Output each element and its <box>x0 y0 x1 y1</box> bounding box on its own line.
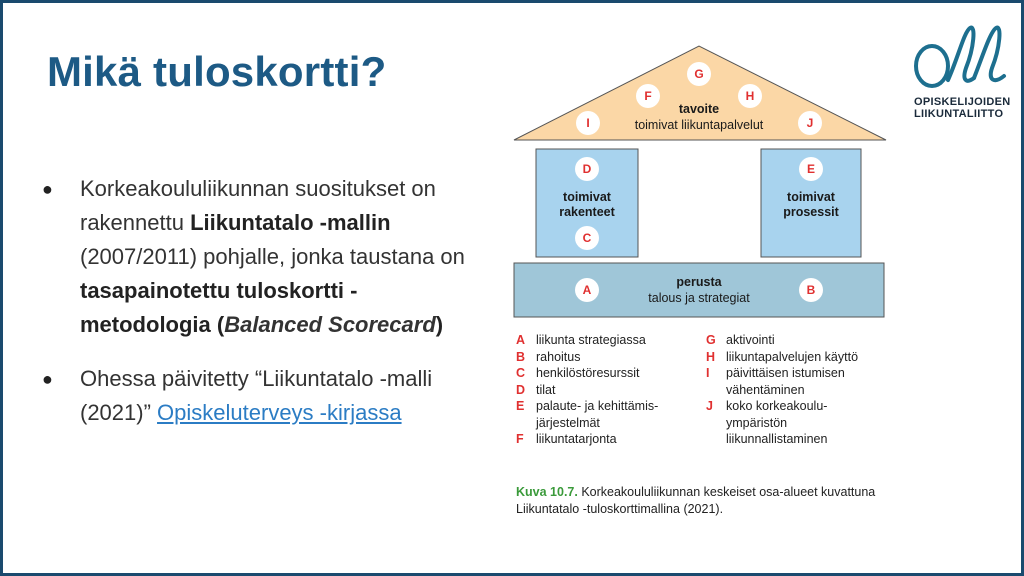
letter-h-marker: H <box>738 84 762 108</box>
bullet-item-2 <box>42 362 482 430</box>
legend-row <box>516 382 706 399</box>
legend-text: liikunta strategiassa <box>536 333 646 347</box>
slide-title: Mikä tuloskortti? <box>47 48 387 95</box>
legend-text: tilat <box>536 382 556 397</box>
bullet-text: Korkeakoululiikunnan suositukset on rakennettu <box>80 176 436 235</box>
legend-key <box>706 415 726 432</box>
letter-f-marker: F <box>636 84 660 108</box>
opiskeluterveys-link[interactable]: Opiskeluterveys -kirjassa <box>157 400 402 425</box>
legend-text: liikuntapalvelujen käyttö <box>726 349 859 364</box>
legend-row <box>706 398 896 415</box>
legend-row <box>706 365 896 382</box>
liikuntatalo-diagram <box>512 44 888 320</box>
legend-text: ympäristön <box>726 415 788 430</box>
legend-text: aktivointi <box>726 333 775 347</box>
letter-i-marker: I <box>576 111 600 135</box>
bullet-bold-text: ) <box>435 312 444 337</box>
caption-text: Korkeakoululiikunnan keskeiset osa-alueet kuvattuna Liikuntatalo -tuloskorttimallina (2021). <box>516 485 876 516</box>
figure-caption <box>516 484 876 518</box>
letter-g-marker: G <box>687 62 711 86</box>
legend-right-column <box>706 332 896 448</box>
legend-key: C <box>516 366 526 380</box>
base-subtitle: talous ja strategiat <box>648 291 750 305</box>
legend-row <box>516 332 706 349</box>
legend-text: rahoitus <box>536 349 581 364</box>
legend-key <box>706 431 726 448</box>
legend-key <box>516 415 536 432</box>
legend-row <box>706 349 896 366</box>
legend-key: F <box>516 432 524 446</box>
legend-key: H <box>706 349 716 364</box>
legend-text: liikunnallistaminen <box>726 432 828 446</box>
letter-c-marker: C <box>575 226 599 250</box>
legend-row <box>516 431 706 448</box>
legend-text: päivittäisen istumisen <box>726 366 845 380</box>
legend-key: J <box>706 399 713 413</box>
letter-b-marker: B <box>799 278 823 302</box>
letter-j-marker: J <box>798 111 822 135</box>
right-pillar-line1: toimivat <box>787 190 835 204</box>
bullet-text: Ohessa päivitetty “Liikuntatalo -malli (2021)” <box>80 366 433 425</box>
bullet-italic-text: Balanced Scorecard <box>224 312 436 337</box>
legend-text: järjestelmät <box>536 415 600 430</box>
logo-text-line1: OPISKELIJOIDEN <box>914 96 1011 108</box>
legend-row <box>706 382 896 399</box>
logo <box>908 18 1011 120</box>
legend-text: koko korkeakoulu- <box>726 399 828 413</box>
roof-title: tavoite <box>678 102 720 116</box>
legend-key: B <box>516 349 526 364</box>
left-pillar-line1: toimivat <box>563 190 611 204</box>
letter-d-marker: D <box>575 157 599 181</box>
legend-row <box>516 349 706 366</box>
letter-e-marker: E <box>799 157 823 181</box>
legend-key: I <box>706 366 710 380</box>
letter-a-marker: A <box>575 278 599 302</box>
bullet-bold-text: tasapainotettu tuloskortti -metodologia ( <box>80 278 358 337</box>
caption-label: Kuva 10.7. <box>516 485 578 499</box>
legend-text: palaute- ja kehittämis- <box>536 399 659 413</box>
legend-text: vähentäminen <box>726 382 805 397</box>
base-title: perusta <box>676 275 722 289</box>
legend-text: henkilöstöresurssit <box>536 366 640 380</box>
bullet-list <box>42 172 482 450</box>
legend-row <box>516 415 706 432</box>
legend-row <box>706 332 896 349</box>
right-pillar-line2: prosessit <box>783 205 839 219</box>
legend-key <box>706 382 726 399</box>
bullet-bold-text: Liikuntatalo -mallin <box>190 210 391 235</box>
left-pillar-line2: rakenteet <box>559 205 615 219</box>
legend-left-column <box>516 332 706 448</box>
logo-icon <box>908 18 1008 96</box>
base-shape <box>514 263 884 317</box>
legend-key: D <box>516 382 526 397</box>
roof-subtitle: toimivat liikuntapalvelut <box>634 118 764 132</box>
legend-row <box>516 398 706 415</box>
legend-row <box>706 431 896 448</box>
bullet-text: (2007/2011) pohjalle, jonka taustana on <box>80 244 465 269</box>
legend-key: E <box>516 399 525 413</box>
legend-text: liikuntatarjonta <box>536 432 617 446</box>
legend-key: A <box>516 333 526 347</box>
legend-row <box>706 415 896 432</box>
legend-row <box>516 365 706 382</box>
logo-text-line2: LIIKUNTALIITTO <box>914 108 1004 120</box>
bullet-item-1 <box>42 172 482 342</box>
legend-key: G <box>706 333 716 347</box>
